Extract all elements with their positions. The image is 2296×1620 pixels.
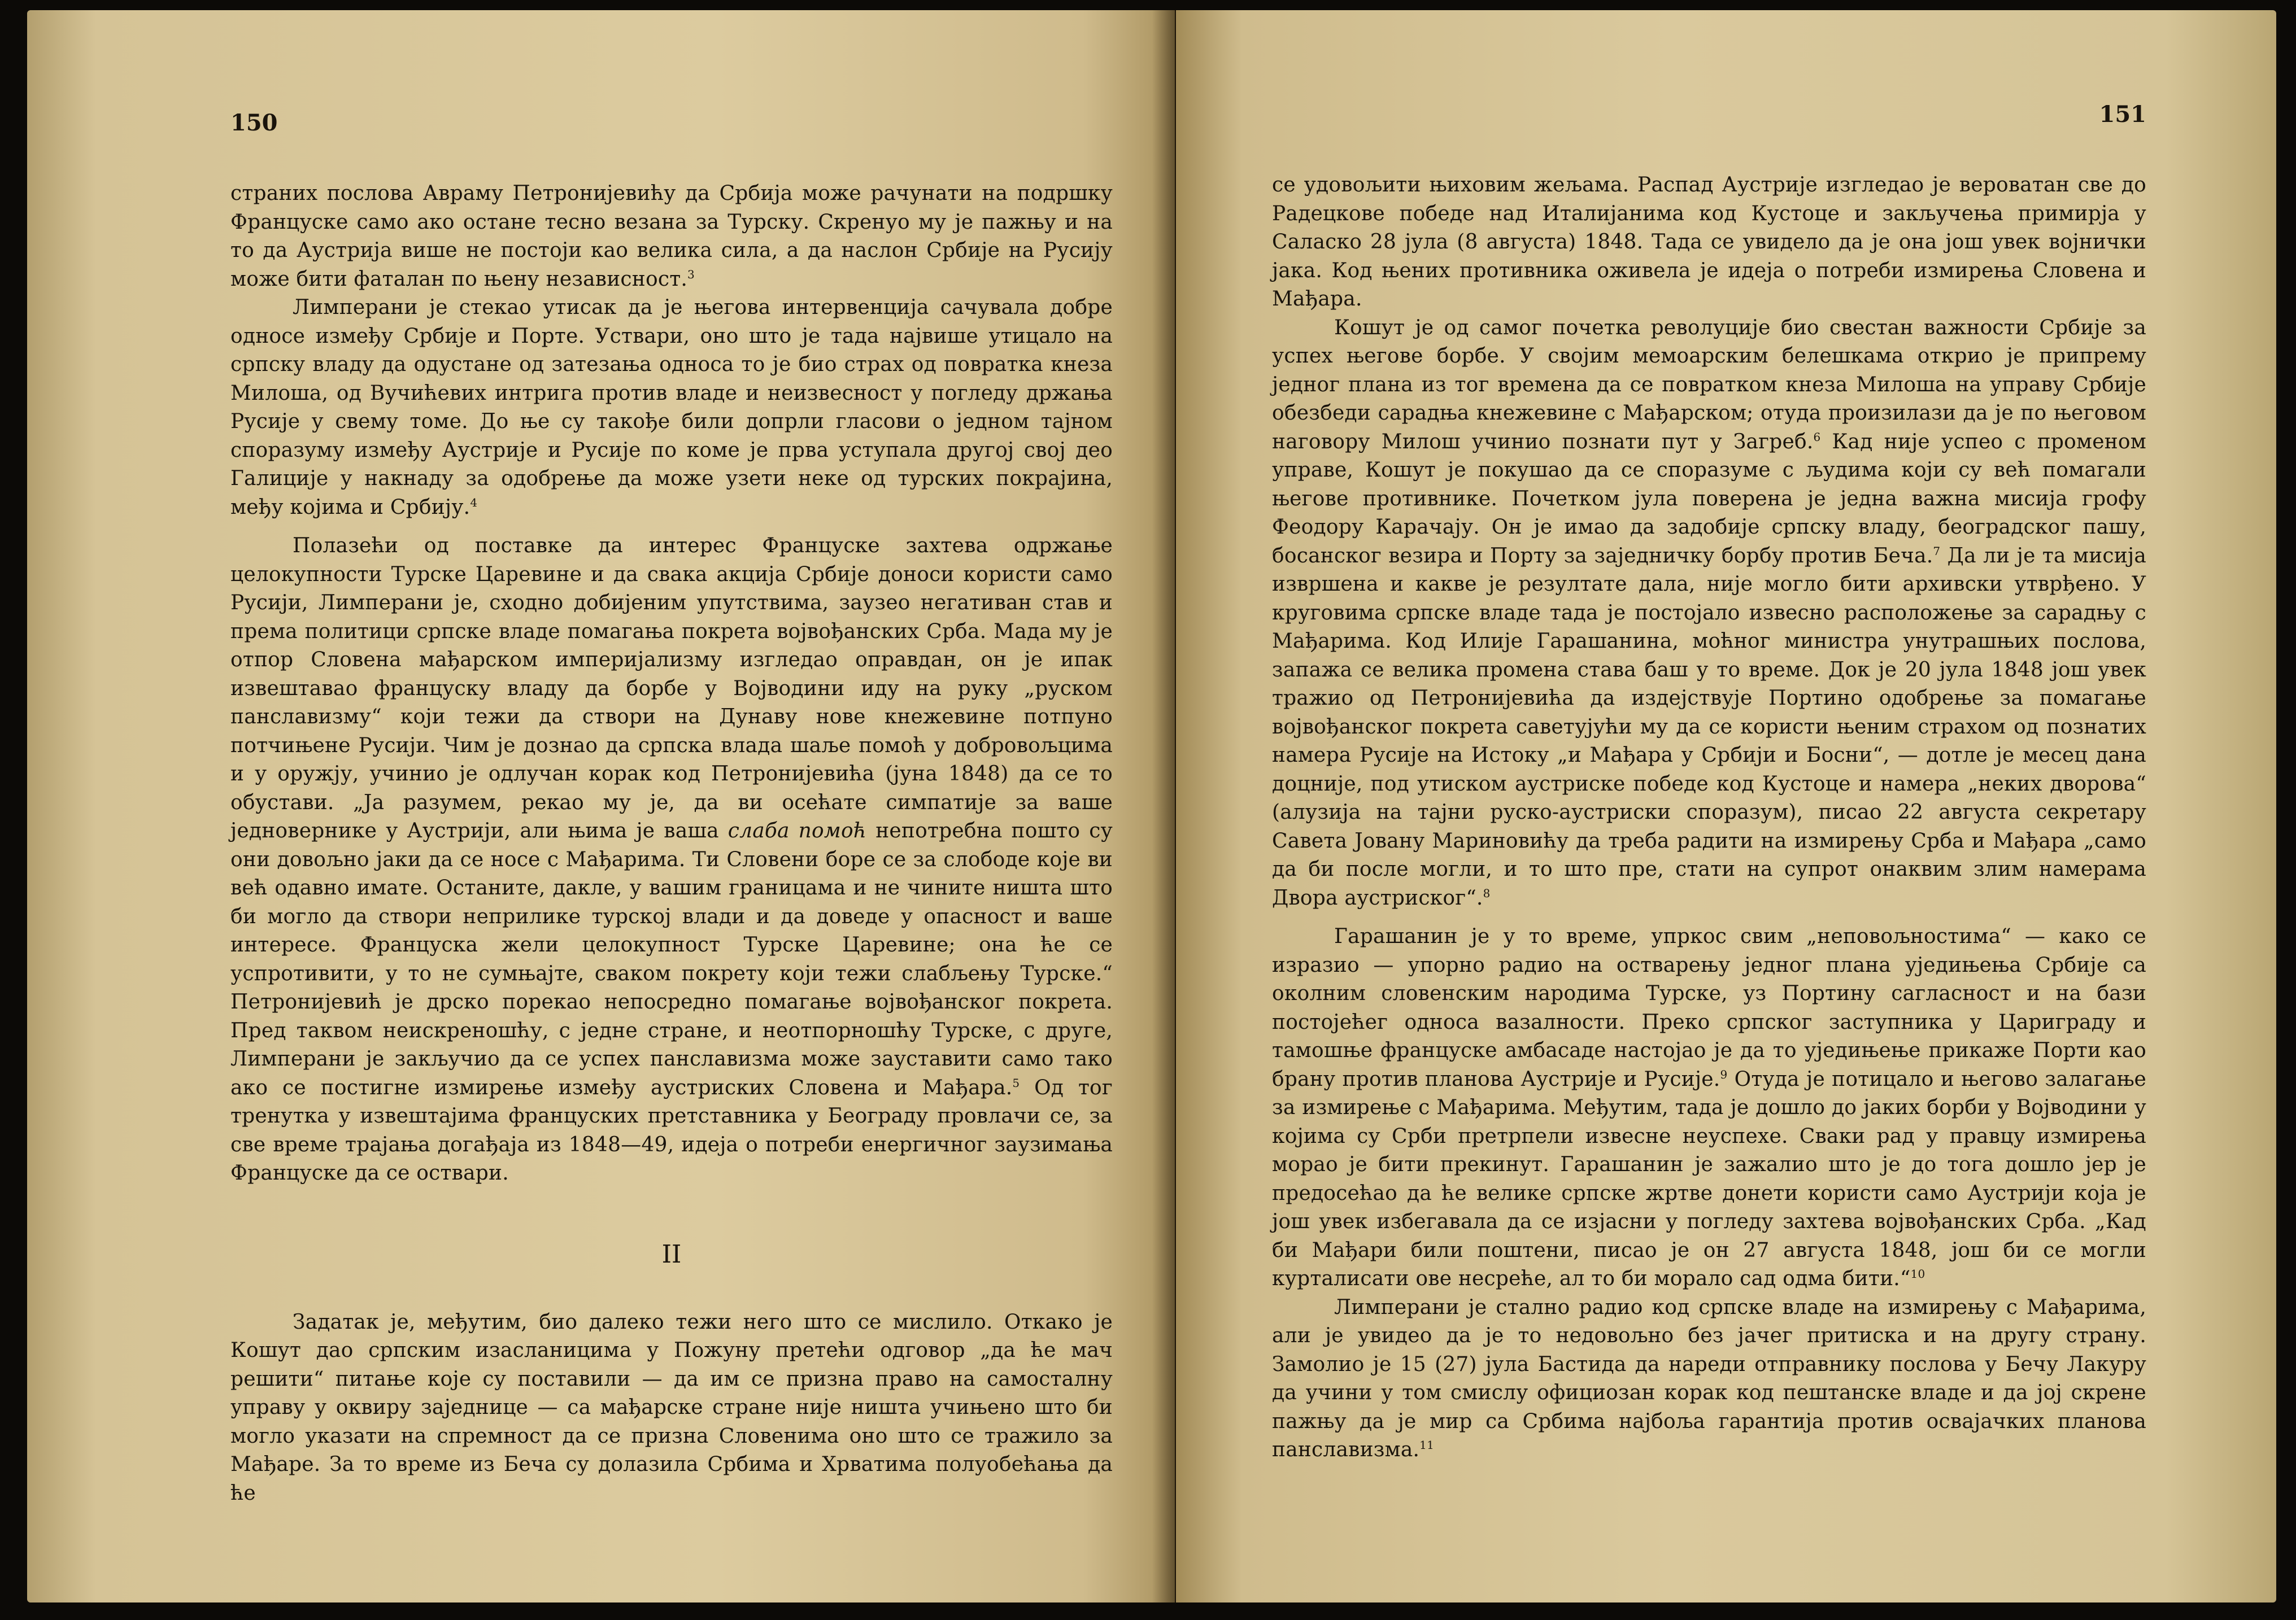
footnote-ref: 9 <box>1720 1067 1728 1081</box>
italic-phrase: слаба помоћ <box>727 819 867 842</box>
paragraph: Лимперани је стекао утисак да је његова интервенција сачувала добре односе између Србије и Порте. Уствари, оно што је тада највише утицало на српску владу да одустане од затезања односа то је био страх од повратка кнеза Милоша, од Вучићевих интрига против владе и неизвесност у погледу држања Русије у свему томе. До ње су такође били допрли гласови о једном тајном споразуму између Аустрије и Русије по коме је прва уступала другој свој део Галиције у накнаду за одобрење да може узети неке од турских покрајина, међу којима и Србију.$^4$ <box>230 296 1113 519</box>
paragraph: Полазећи од поставке да интерес Француске захтева одржање целокупности Турске Царевине и да свака акција Србије доноси користи само Русији, Лимперани је, сходно добијеним упутствима, заузео негативан став и према политици српске владе помагања покрета војвођанских Срба. Мада му је отпор Словена мађарском империјализму изгледао оправдан, он је ипак извештавао француску владу да борбе у Војводини иду на руку „руском панславизму“ који тежи да створи на Дунаву нове кнежевине потпуно потчињене Русији. Чим је дознао да српска влада шаље помоћ у добровољцима и у оружју, учинио је одлучан корак код Петронијевића (јуна 1848) да се то обустави. „Ја разумем, рекао му је, да ви осећате симпатије за ваше једновернике у Аустрији, али њима је ваша слаба помоћ непотребна пошто су они довољно јаки да се носе с Мађарима. Ти Словени боре се за слободе које ви већ одавно имате. Останите, дакле, у вашим границама и не чините ништа што би могло да створи неприлике турској влади и да доведе у опасност и ваше интересе. Француска жели целокупност Турске Царевине; она ће се успротивити, у то не сумњајте, сваком покрету који тежи слабљењу Турске.“ Петронијевић је дрско порекао непосредно помагање војвођанског покрета. Пред таквом неискреношћу, с једне стране, и неотпорношћу Турске, с друге, Лимперани је закључио да се успех панславизма може зауставити само тако ако се постигне измирење између аустриских Словена и Мађара.$^5$ Од тог тренутка у извештајима француских претставника у Београду провлачи се, за све време трајања догађаја из 1848—49, идеја о потреби енергичног заузимања Француске да се оствари. <box>230 534 1113 1185</box>
left-page <box>27 10 1175 1602</box>
footnote-ref: 4 <box>470 495 478 509</box>
paragraph: Гарашанин је у то време, упркос свим „неповољностима“ — како се изразио — упорно радио на остварењу једног плана уједињења Србије са околним словенским народима Турске, уз Портину сагласност и на бази постојећег односа вазалности. Преко српског заступника у Цариграду и тамошње француске амбасаде настојао је да то уједињење прикаже Порти као брану против планова Аустрије и Русије.$^9$ Отуда је потицало и његово залагање за измирење с Мађарима. Међутим, тада је дошло до јаких борби у Војводини у којима су Срби претрпели извесне неуспехе. Сваки рад у правцу измирења морао је бити прекинут. Гарашанин је зажалио што је до тога дошло јер је предосећао да ће велике српске жртве донети користи само Аустрији која је још увек избегавала да се изјасни у погледу захтева војвођанских Срба. „Кад би Мађари били поштени, писао је он 27 августа 1848, још би се могли курталисати ове несреће, ал то би морало сад одма бити.“$^{10}$ <box>1272 925 2146 1290</box>
footnote-ref: 6 <box>1813 430 1821 444</box>
footnote-ref: 11 <box>1419 1438 1435 1452</box>
paragraph: Кошут је од самог почетка револуције био свестан важности Србије за успех његове борбе. У својим мемоарским белешкама открио је припрему једног плана из тог времена да се повратком кнеза Милоша на управу Србије обезбеди сарадња кнежевине с Мађарском; отуда произилази да је по његовом наговору Милош учинио познати пут у Загреб.$^6$ Кад није успео с променом управе, Кошут је покушао да се споразуме с људима који су већ помагали његове противнике. Почетком јула поверена је једна важна мисија грофу Феодору Карачају. Он је имао да задобије српску владу, београдског пашу, босанског везира и Порту за заједничку борбу против Беча.$^7$ Да ли је та мисија извршена и какве је резултате дала, није могло бити архивски утврђено. У круговима српске владе тада је постојало извесно расположење за сарадњу с Мађарима. Код Илије Гарашанина, моћног министра унутрашњих послова, запажа се велика промена става баш у то време. Док је 20 јула 1848 још увек тражио од Петронијевића да издејствује Портино одобрење за помагање војвођанског покрета саветујући му да се користи њеним страхом од познатих намера Русије на Истоку „и Мађара у Србији и Босни“, — дотле је месец дана доцније, под утиском аустриске победе код Кустоце и намера „неких дворова“ (алузија на тајни руско-аустриски споразум), писао 22 августа секретару Савета Јовану Мариновићу да треба радити на измирењу Срба и Мађара „само да би после могли, и то што пре, стати на супрот онаквим злим намерама Двора аустриског“.$^8$ <box>1272 316 2146 910</box>
footnote-ref: 7 <box>1933 544 1941 558</box>
paragraph: Задатак је, међутим, био далеко тежи него што се мислило. Откако је Кошут дао српским изасланицима у Пожуну претећи одговор „да ће мач решити“ питање које су поставили — да им се призна право на самосталну управу у оквиру заједнице — са мађарске стране није ништа учињено што би могло указати на спремност да се призна Словенима оно што се тражило за Мађаре. За то време из Беча су долазила Србима и Хрватима полуобећања да ће <box>230 1310 1113 1505</box>
footnote-ref: 3 <box>687 267 695 281</box>
footnote-ref: 10 <box>1910 1267 1925 1281</box>
section-heading: II <box>661 1239 682 1269</box>
page-number-left: 150 <box>230 110 278 136</box>
footnote-ref: 8 <box>1483 886 1491 900</box>
right-page <box>1176 10 2276 1602</box>
paragraph: Лимперани је стално радио код српске владе на измирењу с Мађарима, али је увидео да је то недовољно без јачег притиска и на другу страну. Замолио је 15 (27) јула Бастида да нареди отправнику послова у Бечу Лакуру да учини у том смислу официозан корак код пештанске владе и да јој скрене пажњу да је мир са Србима најбоља гарантија против освајачких планова панславизма.$^{11}$ <box>1272 1295 2146 1461</box>
page-number-right: 151 <box>2099 101 2146 128</box>
paragraph: страних послова Авраму Петронијевићу да Србија може рачунати на подршку Француске само ако остане тесно везана за Турску. Скренуо му је пажњу и на то да Аустрија више не постоји као велика сила, а да наслон Србије на Русију може бити фаталан по њену независност.$^3$ <box>230 182 1113 291</box>
footnote-ref: 5 <box>1012 1076 1020 1090</box>
paragraph: се удовољити њиховим жељама. Распад Аустрије изгледао је вероватан све до Радецкове победе над Италијанима код Кустоце и закључења примирја у Саласко 28 јула (8 августа) 1848. Тада се увидело да је она још увек војнички јака. Код њених противника оживела је идеја о потреби измирења Словена и Мађара. <box>1272 173 2146 311</box>
